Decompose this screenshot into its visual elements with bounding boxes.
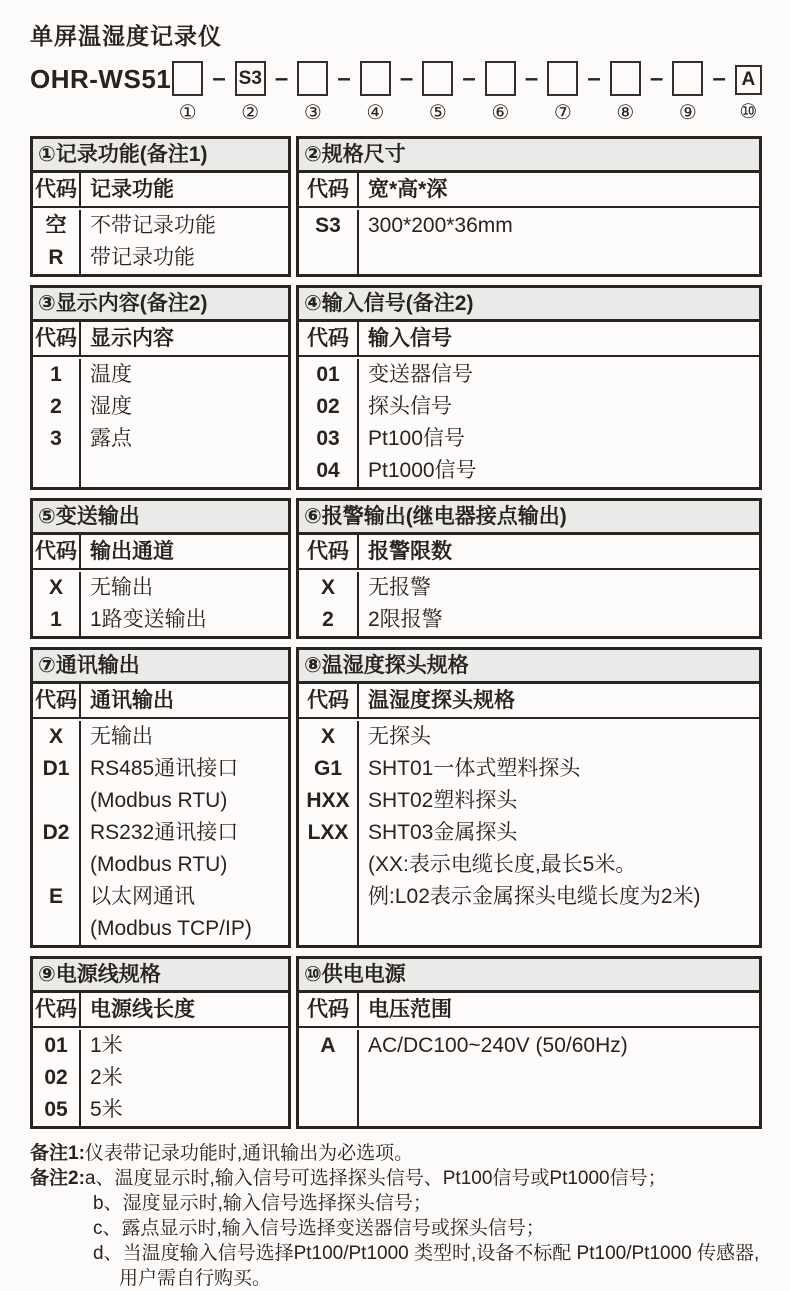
desc-cell: 例:L02表示金属探头电缆长度为2米)	[368, 885, 701, 908]
column-header-row	[33, 684, 288, 719]
table-probe-spec	[296, 647, 762, 948]
desc-header-cell: 输出通道	[90, 540, 174, 563]
section-pair-3	[30, 498, 762, 639]
section-title: ⑧温湿度探头规格	[299, 650, 759, 684]
code-cell: 1	[50, 363, 62, 386]
desc-header-cell: 显示内容	[90, 327, 174, 350]
position-number-3: ③	[303, 102, 322, 124]
model-code-box-8	[610, 61, 641, 96]
model-code-box-1	[172, 61, 203, 96]
table-alarm-output	[296, 498, 762, 639]
desc-header-cell: 宽*高*深	[368, 178, 448, 201]
table-body	[33, 357, 288, 487]
desc-cell: 以太网通讯	[90, 885, 195, 908]
desc-cell: 1路变送输出	[90, 608, 207, 631]
position-number-6: ⑥	[491, 102, 510, 124]
table-record-function	[30, 136, 291, 277]
model-code-box-9	[672, 61, 703, 96]
desc-cell: 无输出	[90, 725, 153, 748]
code-header-cell: 代码	[299, 173, 359, 206]
table-transmit-output	[30, 498, 291, 639]
page-title: 单屏温湿度记录仪	[30, 23, 222, 49]
code-cell: S3	[315, 214, 341, 237]
model-code-box-5	[422, 61, 453, 96]
section-title: ⑥报警输出(继电器接点输出)	[299, 501, 759, 535]
desc-cell: 露点	[90, 427, 132, 450]
section-title: ⑨电源线规格	[33, 959, 288, 993]
desc-cell: 5米	[90, 1098, 123, 1121]
model-segment-6	[485, 61, 516, 124]
code-cell: E	[48, 885, 63, 908]
model-segment-2	[235, 61, 266, 124]
note-2-label: 备注2:	[30, 1168, 85, 1189]
code-cell: 01	[316, 363, 340, 386]
table-body	[33, 1028, 288, 1126]
desc-cell: 带记录功能	[90, 246, 195, 269]
table-power-supply	[296, 956, 762, 1129]
dash-separator: –	[212, 65, 226, 92]
desc-cell: Pt100信号	[368, 427, 465, 450]
code-header-cell: 代码	[299, 535, 359, 568]
dash-separator: –	[274, 65, 289, 92]
desc-cell: RS485通讯接口	[90, 757, 239, 780]
code-cell: LXX	[307, 821, 349, 844]
model-segment-10	[735, 61, 762, 123]
model-segment-9	[672, 61, 703, 124]
model-segment-4	[360, 61, 391, 124]
desc-cell: (XX:表示电缆长度,最长5米。	[368, 853, 637, 876]
dash-separator: –	[649, 65, 664, 92]
code-cell: D2	[42, 821, 70, 844]
table-body	[299, 357, 759, 487]
desc-cell: 300*200*36mm	[368, 214, 513, 237]
desc-column	[359, 721, 759, 945]
dash-separator: –	[712, 65, 726, 92]
desc-column	[359, 210, 759, 274]
model-code-line	[30, 61, 762, 124]
code-cell: 2	[322, 608, 334, 631]
table-body	[299, 1028, 759, 1126]
note-2a-text: a、温度显示时,输入信号可选择探头信号、Pt100信号或Pt1000信号；	[84, 1168, 667, 1189]
position-number-1: ①	[178, 102, 197, 124]
desc-column	[81, 572, 288, 636]
model-code-box-3	[297, 61, 328, 96]
code-cell: 2	[50, 395, 62, 418]
desc-cell: 无报警	[368, 576, 431, 599]
desc-header-cell: 输入信号	[368, 327, 452, 350]
table-input-signal	[296, 285, 762, 490]
column-header-row	[33, 173, 288, 208]
model-code-box-2: S3	[235, 61, 266, 96]
position-number-7: ⑦	[553, 102, 572, 124]
desc-header-cell: 电压范围	[368, 998, 452, 1021]
note-2d-text: d、当温度输入信号选择Pt100/Pt1000 类型时,设备不标配 Pt100/Pt1000 传感器,	[93, 1243, 760, 1264]
section-title: ⑦通讯输出	[33, 650, 288, 684]
note-2d-cont	[30, 1266, 762, 1291]
code-cell: D1	[42, 757, 70, 780]
desc-cell: SHT03金属探头	[368, 821, 518, 844]
section-pair-2	[30, 285, 762, 490]
code-cell: X	[48, 725, 63, 748]
section-title: ④输入信号(备注2)	[299, 288, 759, 322]
desc-cell: (Modbus TCP/IP)	[90, 917, 252, 940]
section-title: ①记录功能(备注1)	[33, 139, 288, 173]
note-2a	[30, 1166, 762, 1191]
note-2d	[30, 1241, 762, 1266]
desc-cell: 无探头	[368, 725, 431, 748]
note-2d-cont-text: 用户需自行购买。	[119, 1268, 272, 1289]
code-cell	[299, 881, 357, 913]
desc-column	[81, 721, 288, 945]
table-body	[33, 719, 288, 945]
code-column	[299, 359, 359, 487]
table-body	[299, 208, 759, 274]
desc-cell: 温度	[90, 363, 132, 386]
code-cell: 03	[316, 427, 340, 450]
desc-cell: RS232通讯接口	[90, 821, 239, 844]
section-title: ⑤变送输出	[33, 501, 288, 535]
code-cell: 01	[44, 1034, 68, 1057]
footnotes	[30, 1141, 762, 1291]
code-cell: 空	[45, 214, 67, 237]
desc-cell: 2米	[90, 1066, 123, 1089]
position-number-10: ⑩	[739, 101, 758, 123]
column-header-row	[299, 684, 759, 719]
dash-separator: –	[524, 65, 539, 92]
desc-cell: 1米	[90, 1034, 123, 1057]
model-segments	[172, 61, 762, 124]
section-title: ②规格尺寸	[299, 139, 759, 173]
position-number-4: ④	[366, 102, 385, 124]
section-pair-5	[30, 956, 762, 1129]
dash-separator: –	[399, 65, 414, 92]
note-1-label: 备注1:	[30, 1143, 85, 1164]
dash-separator: –	[337, 65, 351, 92]
desc-column	[81, 1030, 288, 1126]
code-column	[299, 721, 359, 945]
desc-header-cell: 记录功能	[90, 178, 174, 201]
desc-cell: SHT01一体式塑料探头	[368, 757, 581, 780]
section-pair-1	[30, 136, 762, 277]
code-cell: G1	[313, 757, 342, 780]
code-column	[299, 1030, 359, 1126]
code-cell: R	[48, 246, 64, 269]
column-header-row	[33, 322, 288, 357]
code-header-cell: 代码	[299, 993, 359, 1026]
code-cell: 04	[316, 459, 340, 482]
code-cell: 05	[44, 1098, 68, 1121]
model-code-box-4	[360, 61, 391, 96]
desc-column	[359, 572, 759, 636]
code-column	[33, 1030, 81, 1126]
desc-header-cell: 温湿度探头规格	[368, 689, 515, 712]
note-2b	[30, 1191, 762, 1216]
code-header-cell: 代码	[33, 173, 81, 206]
code-column	[33, 572, 81, 636]
code-header-cell: 代码	[33, 993, 81, 1026]
desc-column	[81, 359, 288, 487]
code-cell	[299, 849, 357, 881]
note-2b-text: b、湿度显示时,输入信号选择探头信号；	[93, 1193, 432, 1214]
model-prefix: OHR-WS51	[30, 64, 172, 94]
desc-cell: AC/DC100~240V (50/60Hz)	[368, 1034, 628, 1057]
desc-cell: (Modbus RTU)	[90, 853, 228, 876]
position-number-2: ②	[241, 102, 260, 124]
section-title: ③显示内容(备注2)	[33, 288, 288, 322]
desc-cell: Pt1000信号	[368, 459, 477, 482]
note-1	[30, 1141, 762, 1166]
code-cell: 3	[50, 427, 62, 450]
table-size-spec	[296, 136, 762, 277]
position-number-9: ⑨	[678, 102, 697, 124]
desc-header-cell: 报警限数	[368, 540, 452, 563]
desc-cell: 无输出	[90, 576, 153, 599]
dash-separator: –	[462, 65, 476, 92]
desc-cell: 2限报警	[368, 608, 443, 631]
position-number-8: ⑧	[616, 102, 635, 124]
desc-column	[81, 210, 288, 274]
model-segment-3	[297, 61, 328, 124]
code-cell: 02	[316, 395, 340, 418]
code-header-cell: 代码	[299, 684, 359, 717]
desc-cell: SHT02塑料探头	[368, 789, 518, 812]
code-cell: 1	[50, 608, 62, 631]
table-body	[33, 570, 288, 636]
position-number-5: ⑤	[428, 102, 447, 124]
code-column	[33, 359, 81, 487]
table-power-cord	[30, 956, 291, 1129]
desc-column	[359, 1030, 759, 1126]
dash-separator: –	[587, 65, 601, 92]
code-column	[33, 210, 81, 274]
model-segment-1	[172, 61, 203, 124]
code-cell	[33, 913, 79, 945]
code-column	[299, 210, 359, 274]
column-header-row	[33, 993, 288, 1028]
code-cell: X	[320, 576, 335, 599]
model-segment-5	[422, 61, 453, 124]
desc-cell: 湿度	[90, 395, 132, 418]
table-comm-output	[30, 647, 291, 948]
code-cell: X	[48, 576, 63, 599]
column-header-row	[299, 322, 759, 357]
code-cell: 02	[44, 1066, 68, 1089]
code-cell	[33, 785, 79, 817]
code-cell: HXX	[306, 789, 350, 812]
column-header-row	[33, 535, 288, 570]
section-pair-4	[30, 647, 762, 948]
table-body	[299, 719, 759, 945]
desc-header-cell: 通讯输出	[90, 689, 174, 712]
column-header-row	[299, 173, 759, 208]
note-2c	[30, 1216, 762, 1241]
code-column	[299, 572, 359, 636]
desc-column	[359, 359, 759, 487]
code-header-cell: 代码	[33, 535, 81, 568]
code-cell	[33, 849, 79, 881]
model-code-box-7	[547, 61, 578, 96]
model-code-box-10: A	[735, 65, 762, 95]
code-column	[33, 721, 81, 945]
code-cell: X	[320, 725, 335, 748]
column-header-row	[299, 993, 759, 1028]
desc-header-cell: 电源线长度	[90, 998, 195, 1021]
column-header-row	[299, 535, 759, 570]
code-header-cell: 代码	[33, 322, 81, 355]
table-display-content	[30, 285, 291, 490]
section-title: ⑩供电电源	[299, 959, 759, 993]
desc-cell: (Modbus RTU)	[90, 789, 228, 812]
code-header-cell: 代码	[299, 322, 359, 355]
note-2c-text: c、露点显示时,输入信号选择变送器信号或探头信号；	[93, 1218, 545, 1239]
model-code-box-6	[485, 61, 516, 96]
desc-cell: 不带记录功能	[90, 214, 216, 237]
desc-cell: 探头信号	[368, 395, 452, 418]
desc-cell: 变送器信号	[368, 363, 473, 386]
model-segment-8	[610, 61, 641, 124]
model-segment-7	[547, 61, 578, 124]
code-cell: A	[320, 1034, 336, 1057]
table-body	[33, 208, 288, 274]
code-header-cell: 代码	[33, 684, 81, 717]
table-body	[299, 570, 759, 636]
note-1-text: 仪表带记录功能时,通讯输出为必选项。	[84, 1143, 414, 1164]
